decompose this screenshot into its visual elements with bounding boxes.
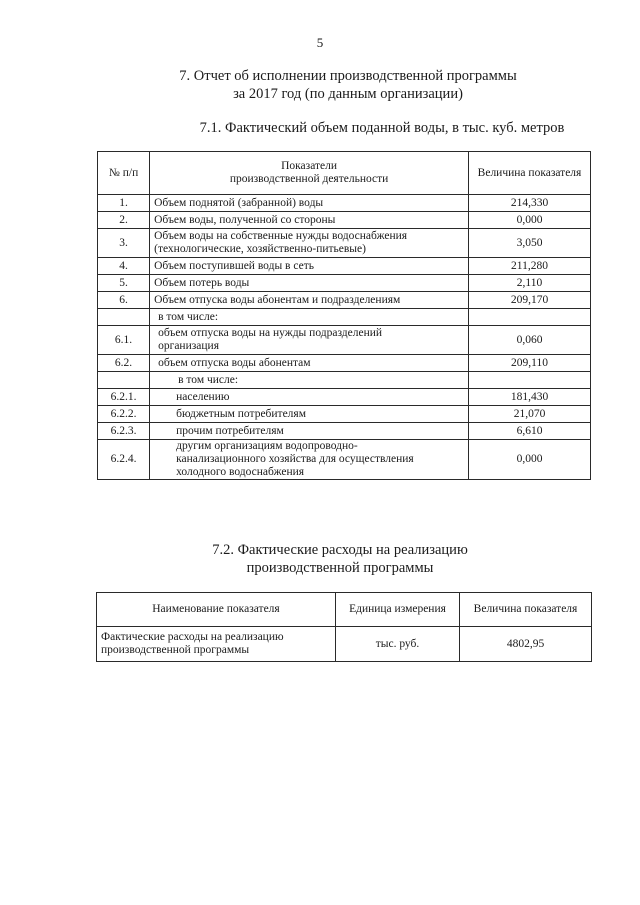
row-indicator: Объем поднятой (забранной) воды	[150, 195, 469, 212]
page-number: 5	[316, 35, 324, 50]
row-indicator	[150, 229, 469, 258]
row-num: 6.1.	[98, 326, 150, 355]
row-indicator: Объем потерь воды	[150, 275, 469, 292]
table-row	[98, 292, 591, 309]
header-value: Величина показателя	[460, 593, 592, 627]
table-row	[98, 389, 591, 406]
row-indicator-line1: объем отпуска воды на нужды подразделений	[158, 327, 383, 339]
row-value: 209,110	[469, 355, 591, 372]
header-value: Величина показателя	[469, 152, 591, 195]
row-unit: тыс. руб.	[335, 627, 459, 662]
table-row	[98, 440, 591, 480]
expenses-table	[96, 592, 592, 662]
header-unit: Единица измерения	[335, 593, 459, 627]
row-value: 0,000	[469, 212, 591, 229]
row-num: 2.	[98, 212, 150, 229]
row-indicator: населению	[150, 389, 469, 406]
row-value: 2,110	[469, 275, 591, 292]
table-header-row	[98, 152, 591, 195]
table-row	[98, 258, 591, 275]
table-row	[98, 372, 591, 389]
row-value: 3,050	[469, 229, 591, 258]
section-7-2-title-line1: 7.2. Фактические расходы на реализацию	[212, 542, 468, 558]
row-value: 0,060	[469, 326, 591, 355]
row-indicator-line1: другим организациям водопроводно-	[176, 440, 358, 452]
table-row	[98, 212, 591, 229]
section-7-2-title-line2: производственной программы	[246, 560, 434, 576]
row-indicator	[150, 326, 469, 355]
row-num: 1.	[98, 195, 150, 212]
row-value	[469, 309, 591, 326]
section-7-2-title	[20, 541, 640, 577]
table-row	[98, 275, 591, 292]
row-indicator: бюджетным потребителям	[150, 406, 469, 423]
row-indicator-line2: организация	[158, 340, 219, 352]
section-7-title	[28, 67, 640, 103]
row-name	[97, 627, 336, 662]
row-indicator: прочим потребителям	[150, 423, 469, 440]
row-num: 3.	[98, 229, 150, 258]
table-row	[98, 423, 591, 440]
row-num: 6.	[98, 292, 150, 309]
row-value: 209,170	[469, 292, 591, 309]
row-num: 6.2.1.	[98, 389, 150, 406]
table-row	[98, 309, 591, 326]
row-name-line2: производственной программы	[101, 644, 250, 656]
row-num: 6.2.	[98, 355, 150, 372]
header-num: № п/п	[98, 152, 150, 195]
section-7-1-title: 7.1. Фактический объем поданной воды, в тыс. куб. метров	[199, 120, 565, 136]
row-indicator-line2: канализационного хозяйства для осуществления	[176, 453, 414, 465]
table-row	[98, 195, 591, 212]
row-value: 211,280	[469, 258, 591, 275]
row-indicator: Объем поступившей воды в сеть	[150, 258, 469, 275]
table-row	[98, 326, 591, 355]
header-indicator	[150, 152, 469, 195]
row-indicator	[150, 440, 469, 480]
section-7-title-line2: за 2017 год (по данным организации)	[233, 86, 463, 102]
row-num	[98, 309, 150, 326]
section-7-title-line1: 7. Отчет об исполнении производственной программы	[179, 68, 517, 84]
header-indicator-line2: производственной деятельности	[229, 173, 389, 185]
row-value: 4802,95	[460, 627, 592, 662]
header-name: Наименование показателя	[97, 593, 336, 627]
table-row	[98, 406, 591, 423]
row-num: 6.2.3.	[98, 423, 150, 440]
row-indicator: объем отпуска воды абонентам	[150, 355, 469, 372]
row-indicator: в том числе:	[150, 372, 469, 389]
table-row	[97, 627, 592, 662]
row-indicator: в том числе:	[150, 309, 469, 326]
row-indicator: Объем воды, полученной со стороны	[150, 212, 469, 229]
row-value: 0,000	[469, 440, 591, 480]
table-row	[98, 355, 591, 372]
row-indicator-line3: холодного водоснабжения	[176, 466, 305, 478]
row-value: 21,070	[469, 406, 591, 423]
row-value: 181,430	[469, 389, 591, 406]
row-value	[469, 372, 591, 389]
row-num: 4.	[98, 258, 150, 275]
row-indicator-line1: Объем воды на собственные нужды водоснабжения	[154, 230, 408, 242]
row-num: 5.	[98, 275, 150, 292]
row-num: 6.2.2.	[98, 406, 150, 423]
row-indicator: Объем отпуска воды абонентам и подразделениям	[150, 292, 469, 309]
header-indicator-line1: Показатели	[281, 160, 338, 172]
row-num	[98, 372, 150, 389]
row-indicator-line2: (технологические, хозяйственно-питьевые)	[154, 243, 366, 255]
row-value: 6,610	[469, 423, 591, 440]
table-row	[98, 229, 591, 258]
water-volume-table	[97, 151, 591, 480]
row-name-line1: Фактические расходы на реализацию	[101, 631, 284, 643]
row-value: 214,330	[469, 195, 591, 212]
table-header-row	[97, 593, 592, 627]
row-num: 6.2.4.	[98, 440, 150, 480]
